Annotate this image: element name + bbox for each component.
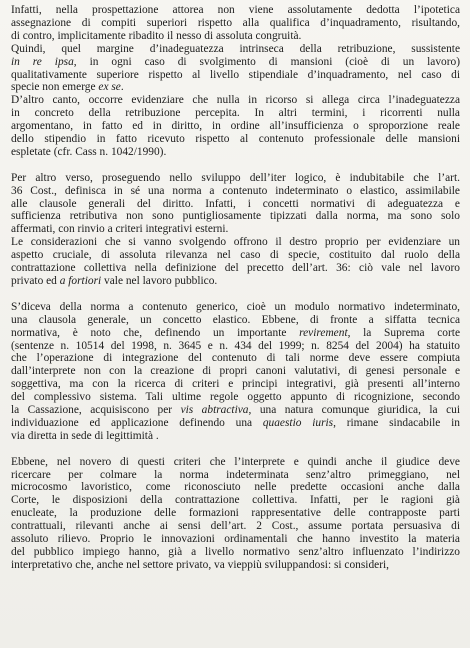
- text-line: Corte, le disposizioni della contrattazione collettiva. Infatti, per le ragioni già: [11, 494, 460, 507]
- text-line: aspetto cruciale, di assoluta rilevanza nel caso di specie, costituito dal ruolo della: [11, 249, 460, 262]
- text-line: D’altro canto, occorre evidenziare che nulla in ricorso si allega circa l’inadeguatezza: [11, 94, 460, 107]
- text-line: assoluto rilievo. Proprio le innovazioni ordinamentali che hanno investito la materia: [11, 533, 460, 546]
- text-line: la Cassazione, acquisiscono per vis abtractiva, una natura comunque giuridica, la cui: [11, 404, 460, 417]
- text-line: dello stipendio in fatto ricevuto rispetto al contenuto professionale delle mansioni: [11, 133, 460, 146]
- text-line: del pubblico impiego hanno, già a livello normativo senz’altro influenzato l’indirizzo: [11, 546, 460, 559]
- text-line: normativa, è noto che, definendo un importante revirement, la Suprema corte: [11, 326, 460, 339]
- text-line: Le considerazioni che si vanno svolgendo offrono il destro proprio per evidenziare un: [11, 236, 460, 249]
- text-line: interpretativo che, anche nel settore privato, va vieppiù sviluppandosi: si consideri,: [11, 558, 389, 571]
- text-line: assegnazione di compiti superiori rispetto alla qualifica d’inquadramento, risultando,: [11, 16, 460, 29]
- text-line: espletate (cfr. Cass n. 1042/1990).: [11, 145, 167, 158]
- text-line: microcosmo lavoristico, come riconosciuto nelle predette occasioni anche dalla: [11, 481, 460, 494]
- text-line: 36 Cost., definisca in sé una norma a contenuto indeterminato o elastico, assimilabile: [11, 184, 460, 197]
- paragraph-gap: [11, 159, 460, 172]
- text-line: che l’operazione di integrazione del contenuto di tali norme deve essere compiuta: [11, 352, 460, 365]
- text-line: S’diceva della norma a contenuto generico, cioè un modulo normativo indeterminato,: [11, 300, 460, 313]
- text-line: una clausola generale, un concetto elastico. Ebbene, di fronte a siffatta tecnica: [11, 313, 460, 326]
- text-line: individuazione ed applicazione definendo una quaestio iuris, rimane sindacabile in: [11, 416, 460, 429]
- text-line: Per altro verso, proseguendo nello sviluppo dell’iter logico, è indubitabile che l’art.: [11, 171, 460, 184]
- text-line: ricercare per colmare la norma indeterminata senz’altro primeggiano, nel: [11, 468, 460, 481]
- text-line: via diretta in sede di legittimità .: [11, 429, 159, 442]
- text-line: (sentenze n. 10514 del 1998, n. 3645 e n. 434 del 1999; n. 8254 del 2004) ha statuito: [11, 339, 460, 352]
- text-line: Quindi, quel margine d’inadeguatezza intrinseca della retribuzione, sussistente: [11, 42, 460, 55]
- text-line: sufficienza retributiva non sono puntigliosamente tipizzati dalla norma, ma sono solo: [11, 210, 460, 223]
- paragraph-gap: [11, 443, 460, 456]
- text-line: del complessivo sistema. Tali ultime regole oggetto appunto di ricognizione, secondo: [11, 391, 460, 404]
- text-line: affermati, con rinvio a criteri integrativi esterni.: [11, 223, 229, 236]
- text-line: contrattuali, rilevanti anche ai sensi dell’art. 2 Cost., assume portata persuasiva di: [11, 520, 460, 533]
- text-line: in re ipsa, in ogni caso di svolgimento di mansioni (cioè di un lavoro): [11, 55, 460, 68]
- text-line: in concreto della retribuzione percepita. In altri termini, i ricorrenti nulla: [11, 107, 460, 120]
- text-line: enucleate, la produzione delle formazioni rappresentative delle contrapposte parti: [11, 507, 460, 520]
- text-line: Infatti, nella prospettazione attorea non viene assolutamente dedotta l’ipotetica: [11, 4, 460, 16]
- text-line: contrattazione collettiva nella definizione del precetto dell’art. 36: ciò vale nel lavoro: [11, 262, 460, 275]
- text-line: di contro, implicitamente ribadito il nesso di assoluta congruità.: [11, 29, 302, 42]
- text-line: Ebbene, nel novero di questi criteri che l’interprete e quindi anche il giudice deve: [11, 455, 460, 468]
- text-line: specie non emerge ex se.: [11, 81, 124, 94]
- text-line: privato ed a fortiori vale nel lavoro pubblico.: [11, 275, 218, 288]
- paragraph-gap: [11, 288, 460, 301]
- text-line: qualitativamente superiore rispetto al livello stipendiale d’inquadramento, nel caso di: [11, 68, 460, 81]
- text-line: dall’interprete non con la creazione di propri canoni valutativi, di genesi personale e: [11, 365, 460, 378]
- text-line: argomentano, in fatto ed in diritto, in ordine all’insufficienza o sproporzione reale: [11, 120, 460, 133]
- text-line: soggettiva, ma con la ricerca di criteri e principi integrativi, già presenti all’interno: [11, 378, 460, 391]
- text-line: alle clausole generali del diritto. Infatti, i concetti normativi di adeguatezza e: [11, 197, 460, 210]
